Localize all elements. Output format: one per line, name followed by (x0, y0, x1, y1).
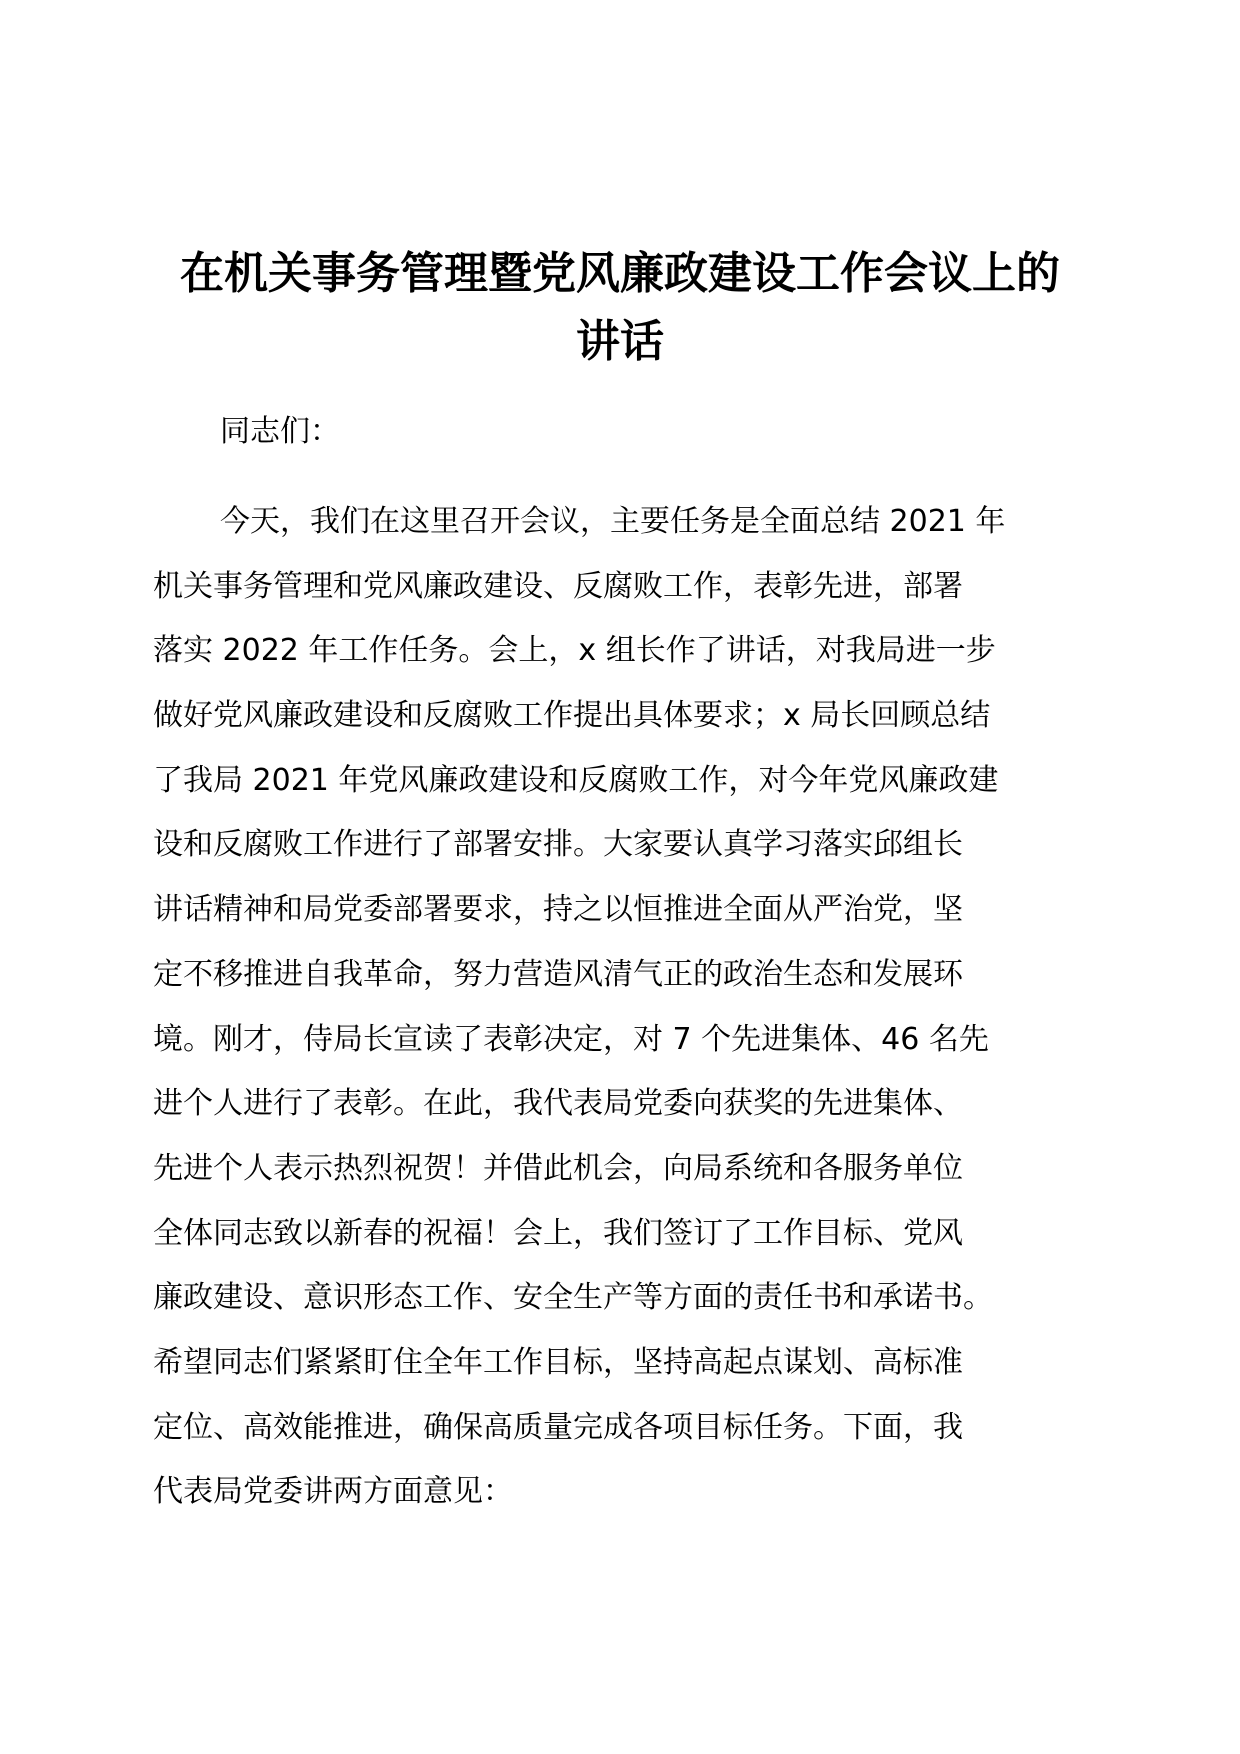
paragraph-line: 进个人进行了表彰。在此，我代表局党委向获奖的先进集体、 (153, 1086, 963, 1122)
paragraph-line: 廉政建设、意识形态工作、安全生产等方面的责任书和承诺书。 (153, 1280, 993, 1316)
paragraph-line: 今天，我们在这里召开会议，主要任务是全面总结 2021 年 (220, 504, 1006, 539)
title-line-1: 在机关事务管理暨党风廉政建设工作会议上的 (180, 248, 1060, 299)
greeting: 同志们： (220, 414, 340, 449)
document-title (140, 240, 1100, 376)
paragraph-line: 做好党风廉政建设和反腐败工作提出具体要求；x 局长回顾总结 (153, 698, 991, 734)
paragraph-line: 全体同志致以新春的祝福！会上，我们签订了工作目标、党风 (153, 1215, 963, 1251)
paragraph-line: 讲话精神和局党委部署要求，持之以恒推进全面从严治党，坚 (153, 892, 963, 928)
paragraph-line: 设和反腐败工作进行了部署安排。大家要认真学习落实邱组长 (153, 827, 963, 863)
body-paragraph (153, 502, 1113, 1537)
paragraph-line: 定不移推进自我革命，努力营造风清气正的政治生态和发展环 (153, 956, 963, 992)
paragraph-line: 机关事务管理和党风廉政建设、反腐败工作，表彰先进，部署 (153, 568, 963, 604)
paragraph-line: 落实 2022 年工作任务。会上，x 组长作了讲话，对我局进一步 (153, 633, 996, 669)
paragraph-line: 定位、高效能推进，确保高质量完成各项目标任务。下面，我 (153, 1409, 963, 1445)
title-line-2: 讲话 (576, 316, 664, 367)
paragraph-line: 了我局 2021 年党风廉政建设和反腐败工作，对今年党风廉政建 (153, 762, 999, 798)
paragraph-line: 希望同志们紧紧盯住全年工作目标，坚持高起点谋划、高标准 (153, 1344, 963, 1380)
paragraph-line: 代表局党委讲两方面意见： (153, 1474, 513, 1510)
paragraph-line: 境。刚才，侍局长宣读了表彰决定，对 7 个先进集体、46 名先 (153, 1021, 989, 1057)
paragraph-line: 先进个人表示热烈祝贺！并借此机会，向局系统和各服务单位 (153, 1150, 963, 1186)
